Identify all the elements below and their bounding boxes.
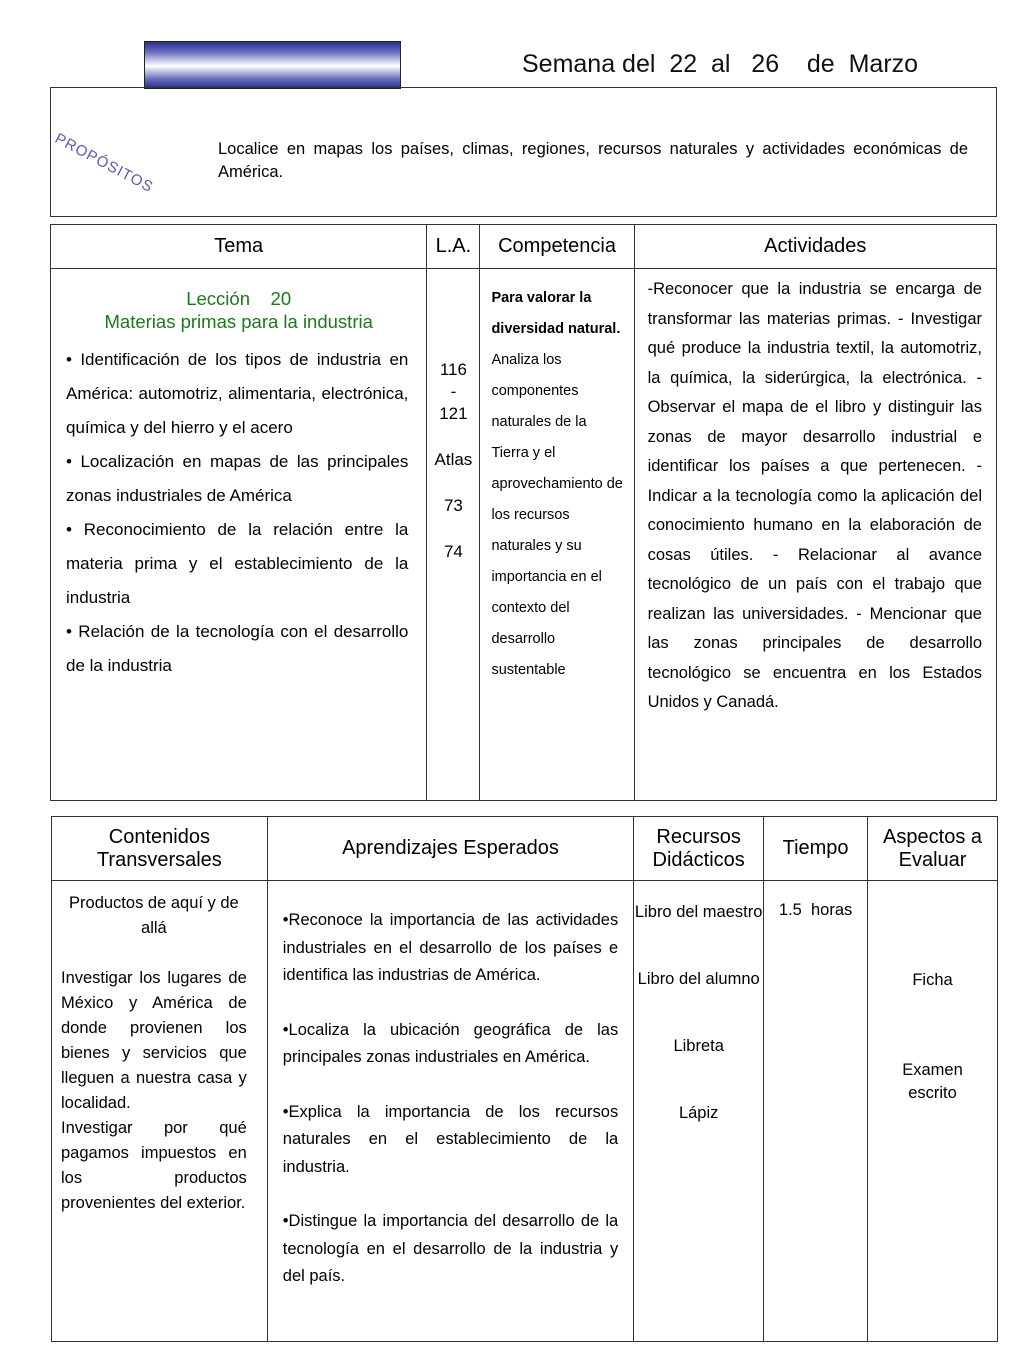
header-aprendizajes: Aprendizajes Esperados bbox=[267, 817, 633, 881]
header-recursos: Recursos Didácticos bbox=[634, 817, 764, 881]
la-cell bbox=[427, 269, 480, 801]
list-item: • Reconocimiento de la relación entre la materia prima y el establecimiento de la industria bbox=[66, 520, 409, 607]
list-item: • Identificación de los tipos de industria en América: automotriz, alimentaria, electrónica, química y del hierro y el acero bbox=[66, 350, 409, 437]
purpose-text: Localice en mapas los países, climas, regiones, recursos naturales y actividades económicas de América. bbox=[218, 140, 968, 181]
evaluation-table bbox=[51, 816, 998, 1342]
competencia-cell bbox=[480, 269, 634, 801]
list-item: • Localización en mapas de las principales zonas industriales de América bbox=[66, 452, 409, 505]
transversal-text: Investigar los lugares de México y América de donde provienen los bienes y servicios que lleguen a nuestra casa y localidad. bbox=[61, 969, 247, 1112]
tiempo-cell: 1.5 horas bbox=[764, 881, 868, 1342]
header-aspectos: Aspectos a Evaluar bbox=[868, 817, 998, 881]
la-line: 73 bbox=[443, 496, 463, 515]
header-actividades: Actividades bbox=[634, 225, 996, 269]
list-item: Libro del alumno bbox=[637, 970, 760, 988]
list-item: Ficha bbox=[912, 971, 953, 989]
competencia-text: Analiza los componentes naturales de la Tierra y el aprovechamiento de los recursos naturales y su importancia en el contexto del desarrollo sustentable bbox=[491, 352, 623, 678]
transversal-title: Productos de aquí y de allá bbox=[69, 894, 239, 937]
header-competencia: Competencia bbox=[480, 225, 634, 269]
header-transversales: Contenidos Transversales bbox=[52, 817, 268, 881]
header-tema: Tema bbox=[51, 225, 427, 269]
list-item: • Relación de la tecnología con el desarrollo de la industria bbox=[66, 622, 409, 675]
list-item: •Reconoce la importancia de las actividades industriales en el desarrollo de los países e identifica las industrias de América. bbox=[282, 911, 619, 984]
purpose-label: PROPÓSITOS bbox=[52, 130, 157, 197]
la-line: 116 bbox=[439, 360, 467, 379]
list-item: Lápiz bbox=[678, 1104, 719, 1122]
transversales-cell bbox=[52, 881, 268, 1342]
actividades-cell: -Reconocer que la industria se encarga de transformar las materias primas. - Investigar qué produce la industria textil, la automotriz, la química, la siderúrgica, la electrónica. -Observar el mapa de el libro y distinguir las zonas de mayor desarrollo industrial e identificar los países a que pertenecen. - Indicar a la tecnología como la aplicación del conocimiento humano en la elaboración de cosas útiles. - Relacionar al avance tecnológico de un país con el trabajo que realizan las universidades. - Mencionar que las zonas principales de desarrollo tecnológico se encuentra en los Estados Unidos y Canadá. bbox=[634, 269, 996, 801]
tema-list bbox=[66, 343, 408, 683]
tema-cell bbox=[51, 269, 427, 801]
list-item: Libreta bbox=[673, 1037, 724, 1055]
la-line: Atlas bbox=[434, 450, 473, 469]
la-line: - bbox=[450, 382, 457, 401]
transversal-text: Investigar por qué pagamos impuestos en los productos provenientes del exterior. bbox=[61, 1119, 247, 1212]
lesson-title: Materias primas para la industria bbox=[104, 311, 373, 332]
list-item: •Explica la importancia de los recursos naturales en el establecimiento de la industria. bbox=[282, 1102, 619, 1176]
aprendizajes-cell bbox=[267, 881, 633, 1342]
competencia-heading: Para valorar la diversidad natural. bbox=[491, 290, 621, 337]
aspectos-cell bbox=[868, 881, 998, 1342]
header-tiempo: Tiempo bbox=[764, 817, 868, 881]
planning-table bbox=[50, 224, 997, 801]
list-item: •Distingue la importancia del desarrollo de la tecnología en el desarrollo de la industria y del país. bbox=[282, 1212, 619, 1285]
header-la: L.A. bbox=[427, 225, 480, 269]
week-title: Semana del 22 al 26 de Marzo bbox=[522, 50, 919, 78]
header-logo-box bbox=[144, 41, 401, 89]
list-item: Examen escrito bbox=[902, 1061, 963, 1102]
recursos-cell bbox=[634, 881, 764, 1342]
list-item: Libro del maestro bbox=[634, 903, 763, 921]
la-line: 121 bbox=[439, 404, 468, 423]
lesson-number: Lección 20 bbox=[186, 288, 292, 309]
la-line: 74 bbox=[443, 542, 463, 561]
list-item: •Localiza la ubicación geográfica de las principales zonas industriales en América. bbox=[282, 1020, 619, 1066]
